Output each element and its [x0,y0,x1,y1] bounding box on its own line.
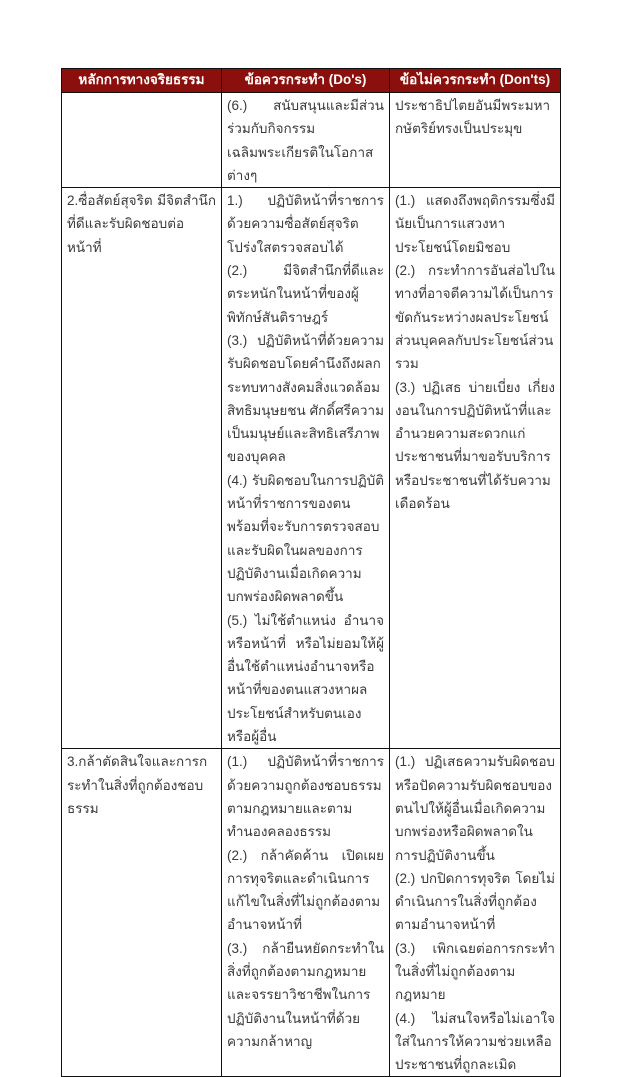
donts-item: (3.) เพิกเฉยต่อการกระทำในสิ่งที่ไม่ถูกต้องตามกฎหมาย [395,940,555,1003]
principle-text: 3.กล้าตัดสินใจและการกระทำในสิ่งที่ถูกต้องชอบธรรม [67,754,208,816]
cell-principle [62,188,222,749]
header-dos: ข้อควรกระทำ (Do's) [222,69,390,93]
cell-dos [222,188,390,749]
table-row [62,749,561,1077]
cell-principle [62,93,222,188]
dos-item: (5.) ไม่ใช้ตำแหน่ง อำนาจหรือหน้าที่ หรือไม่ยอมให้ผู้อื่นใช้ตำแหน่งอำนาจหรือหน้าที่ของตนแสวงหาผลประโยชน์สำหรับตนเองหรือผู้อื่น [227,612,384,745]
header-principle: หลักการทางจริยธรรม [62,69,222,93]
ethics-table [61,68,561,1077]
donts-item: (3.) ปฏิเสธ บ่ายเบี่ยง เกี่ยงงอนในการปฏิบัติหน้าที่และอำนวยความสะดวกแก่ประชาชนที่มาขอรับบริการหรือประชาชนที่ได้รับความเดือดร้อน [395,379,555,512]
donts-item: (2.) กระทำการอันส่อไปในทางที่อาจตีความได้เป็นการขัดกันระหว่างผลประโยชน์ส่วนบุคคลกับประโยชน์ส่วนรวม [395,263,555,372]
dos-item: (2.) มีจิตสำนึกที่ดีและตระหนักในหน้าที่ของผู้พิทักษ์สันติราษฎร์ [227,263,384,325]
cell-donts [390,749,561,1077]
dos-item: (4.) รับผิดชอบในการปฏิบัติหน้าที่ราชการของตน พร้อมที่จะรับการตรวจสอบและรับผิดในผลของการปฏิบัติงานเมื่อเกิดความบกพร่องผิดพลาดขึ้น [227,472,384,605]
donts-item: (1.) ปฏิเสธความรับผิดชอบหรือปัดความรับผิดชอบของตนไปให้ผู้อื่นเมื่อเกิดความบกพร่องหรือผิดพลาดในการปฏิบัติงานขึ้น [395,754,555,863]
principle-text: 2.ซื่อสัตย์สุจริต มีจิตสำนึก ที่ดีและรับผิดชอบต่อหน้าที่ [67,193,216,255]
donts-item: (4.) ไม่สนใจหรือไม่เอาใจใส่ในการให้ความช่วยเหลือประชาชนที่ถูกละเมิด [395,1010,555,1073]
table-row [62,188,561,749]
cell-principle [62,749,222,1077]
dos-item: (6.) สนับสนุนและมีส่วนร่วมกับกิจกรรมเฉลิมพระเกียรติในโอกาสต่างๆ [227,98,384,183]
donts-item: ประชาธิปไตยอันมีพระมหากษัตริย์ทรงเป็นประมุข [395,98,551,137]
table-header-row [62,69,561,93]
cell-donts [390,188,561,749]
dos-item: (2.) กล้าคัดค้าน เปิดเผยการทุจริตและดำเนินการแก้ไขในสิ่งที่ไม่ถูกต้องตามอำนาจหน้าที่ [227,847,384,933]
table-row [62,93,561,188]
donts-item: (2.) ปกปิดการทุจริต โดยไม่ดำเนินการในสิ่งที่ถูกต้องตามอำนาจหน้าที่ [395,870,555,933]
cell-dos [222,749,390,1077]
dos-item: (3.) กล้ายืนหยัดกระทำในสิ่งที่ถูกต้องตามกฎหมายและจรรยาวิชาชีพในการปฏิบัติงานในหน้าที่ด้วยความกล้าหาญ [227,940,384,1049]
dos-item: (1.) ปฏิบัติหน้าที่ราชการด้วยความถูกต้องชอบธรรมตามกฎหมายและตามทำนองคลองธรรม [227,754,384,840]
header-donts: ข้อไม่ควรกระทำ (Don'ts) [390,69,561,93]
dos-item: 1.) ปฏิบัติหน้าที่ราชการด้วยความซื่อสัตย์สุจริตโปร่งใสตรวจสอบได้ [227,193,384,255]
cell-dos [222,93,390,188]
cell-donts [390,93,561,188]
donts-item: (1.) แสดงถึงพฤติกรรมซึ่งมีนัยเป็นการแสวงหาประโยชน์โดยมิชอบ [395,193,555,255]
dos-item: (3.) ปฏิบัติหน้าที่ด้วยความรับผิดชอบโดยคำนึงถึงผลกระทบทางสังคมสิ่งแวดล้อม สิทธิมนุษยชน ศักดิ์ศรีความเป็นมนุษย์และสิทธิเสรีภาพของบุคคล [227,332,384,465]
